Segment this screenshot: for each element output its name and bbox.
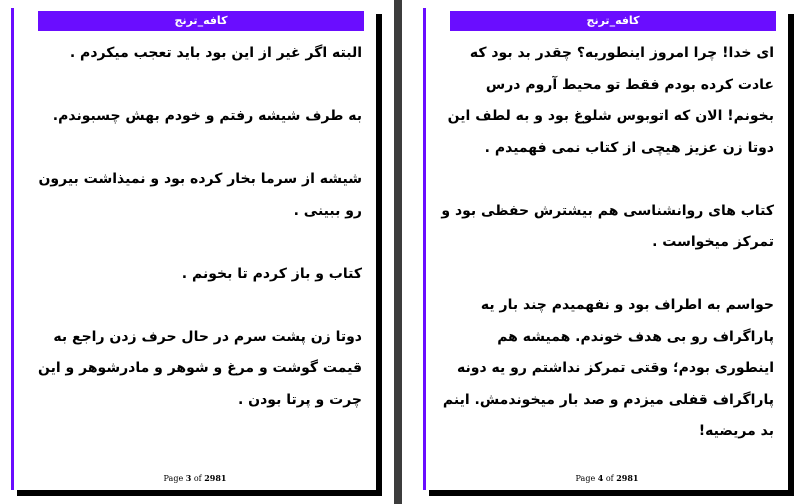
page-divider [394, 0, 402, 504]
page-body [28, 38, 362, 416]
book-page-left [11, 8, 376, 490]
paragraph: کتاب و باز کردم تا بخونم . [181, 265, 362, 282]
book-page-right [423, 8, 788, 490]
paragraph: به طرف شیشه رفتم و خودم بهش چسبوندم. [52, 108, 362, 124]
page-number-footer: Page 4 of 2981 [575, 473, 639, 483]
page-header-title: کافه_ترنج [450, 11, 776, 31]
paragraph: البته اگر غیر از این بود باید تعجب میکردم . [69, 45, 362, 61]
paragraph: شیشه از سرما بخار کرده بود و نمیذاشت بیرون رو ببینی . [38, 171, 362, 219]
page-body [440, 38, 774, 448]
paragraph: ای خدا! چرا امروز اینطوریه؟ چقدر بد بود که عادت کرده بودم فقط تو محیط آروم درس بخونم! الان که اتوبوس شلوغ بود و به لطف این دوتا زن عزیز هیچی از کتاب نمی فهمیدم . [447, 45, 774, 156]
page-header-title: کافه_ترنج [38, 11, 364, 31]
page-number-footer: Page 3 of 2981 [163, 473, 227, 483]
paragraph: کتاب های روانشناسی هم بیشترش حفظی بود و تمرکز میخواست . [441, 202, 774, 250]
paragraph: دوتا زن پشت سرم در حال حرف زدن راجع به قیمت گوشت و مرغ و شوهر و مادرشوهر و این چرت و پرتا بودن . [38, 328, 362, 408]
paragraph: حواسم به اطراف بود و نفهمیدم چند بار یه پاراگراف رو بی هدف خوندم. همیشه هم اینطوری بودم؛ وقتی تمرکز نداشتم رو یه دونه پاراگراف قفلی میزدم و صد بار میخوندمش. اینم بد مریضیه! [442, 297, 774, 439]
